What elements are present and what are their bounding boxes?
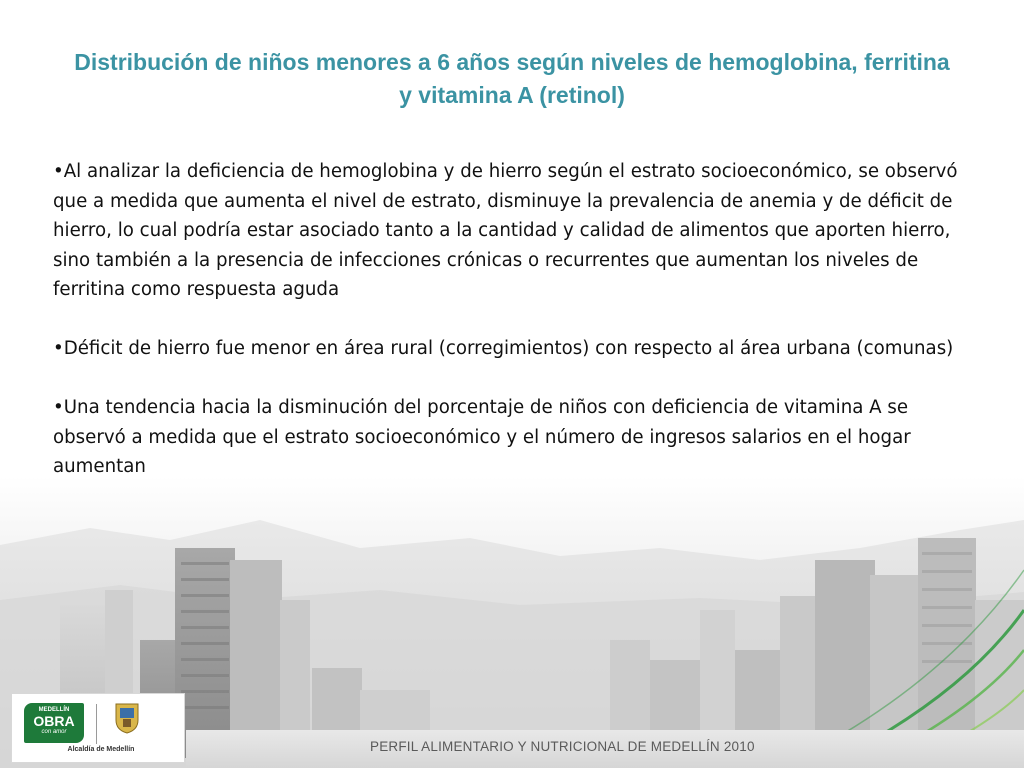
slide-title: Distribución de niños menores a 6 años según niveles de hemoglobina, ferritina y vitamina A (retinol) [74,49,950,108]
slide-body [53,157,978,511]
bullet-hemoglobin-iron: •Al analizar la deficiencia de hemoglobina y de hierro según el estrato socioeconómico, se observó que a medida que aumenta el nivel de estrato, disminuye la prevalencia de anemia y de déficit de hierro, lo cual podría estar asociado tanto a la cantidad y calidad de alimentos que aporten hierro, sino también a la presencia de infecciones crónicas o recurrentes que aumentan los niveles de ferritina como respuesta aguda [53,161,958,300]
logo-top-text: MEDELLÍN [38,707,70,713]
footer-title: PERFIL ALIMENTARIO Y NUTRICIONAL DE MEDELLÍN 2010 [370,739,755,754]
bullet-vitamin-a: •Una tendencia hacia la disminución del porcentaje de niños con deficiencia de vitamina A se observó a medida que el estrato socioeconómico y el número de ingresos salarios en el hogar aumentan [53,397,911,477]
sponsor-logo [11,693,185,763]
logo-main-text: OBRA [33,713,75,729]
obra-con-amor-logo [24,703,84,743]
alcaldia-label: Alcaldía de Medellín [67,746,135,753]
coat-of-arms-icon [114,702,140,734]
logo-divider [96,704,97,744]
bullet-rural-urban: •Déficit de hierro fue menor en área rural (corregimientos) con respecto al área urbana (comunas) [53,338,954,359]
logo-sub-text: con amor [41,729,67,735]
